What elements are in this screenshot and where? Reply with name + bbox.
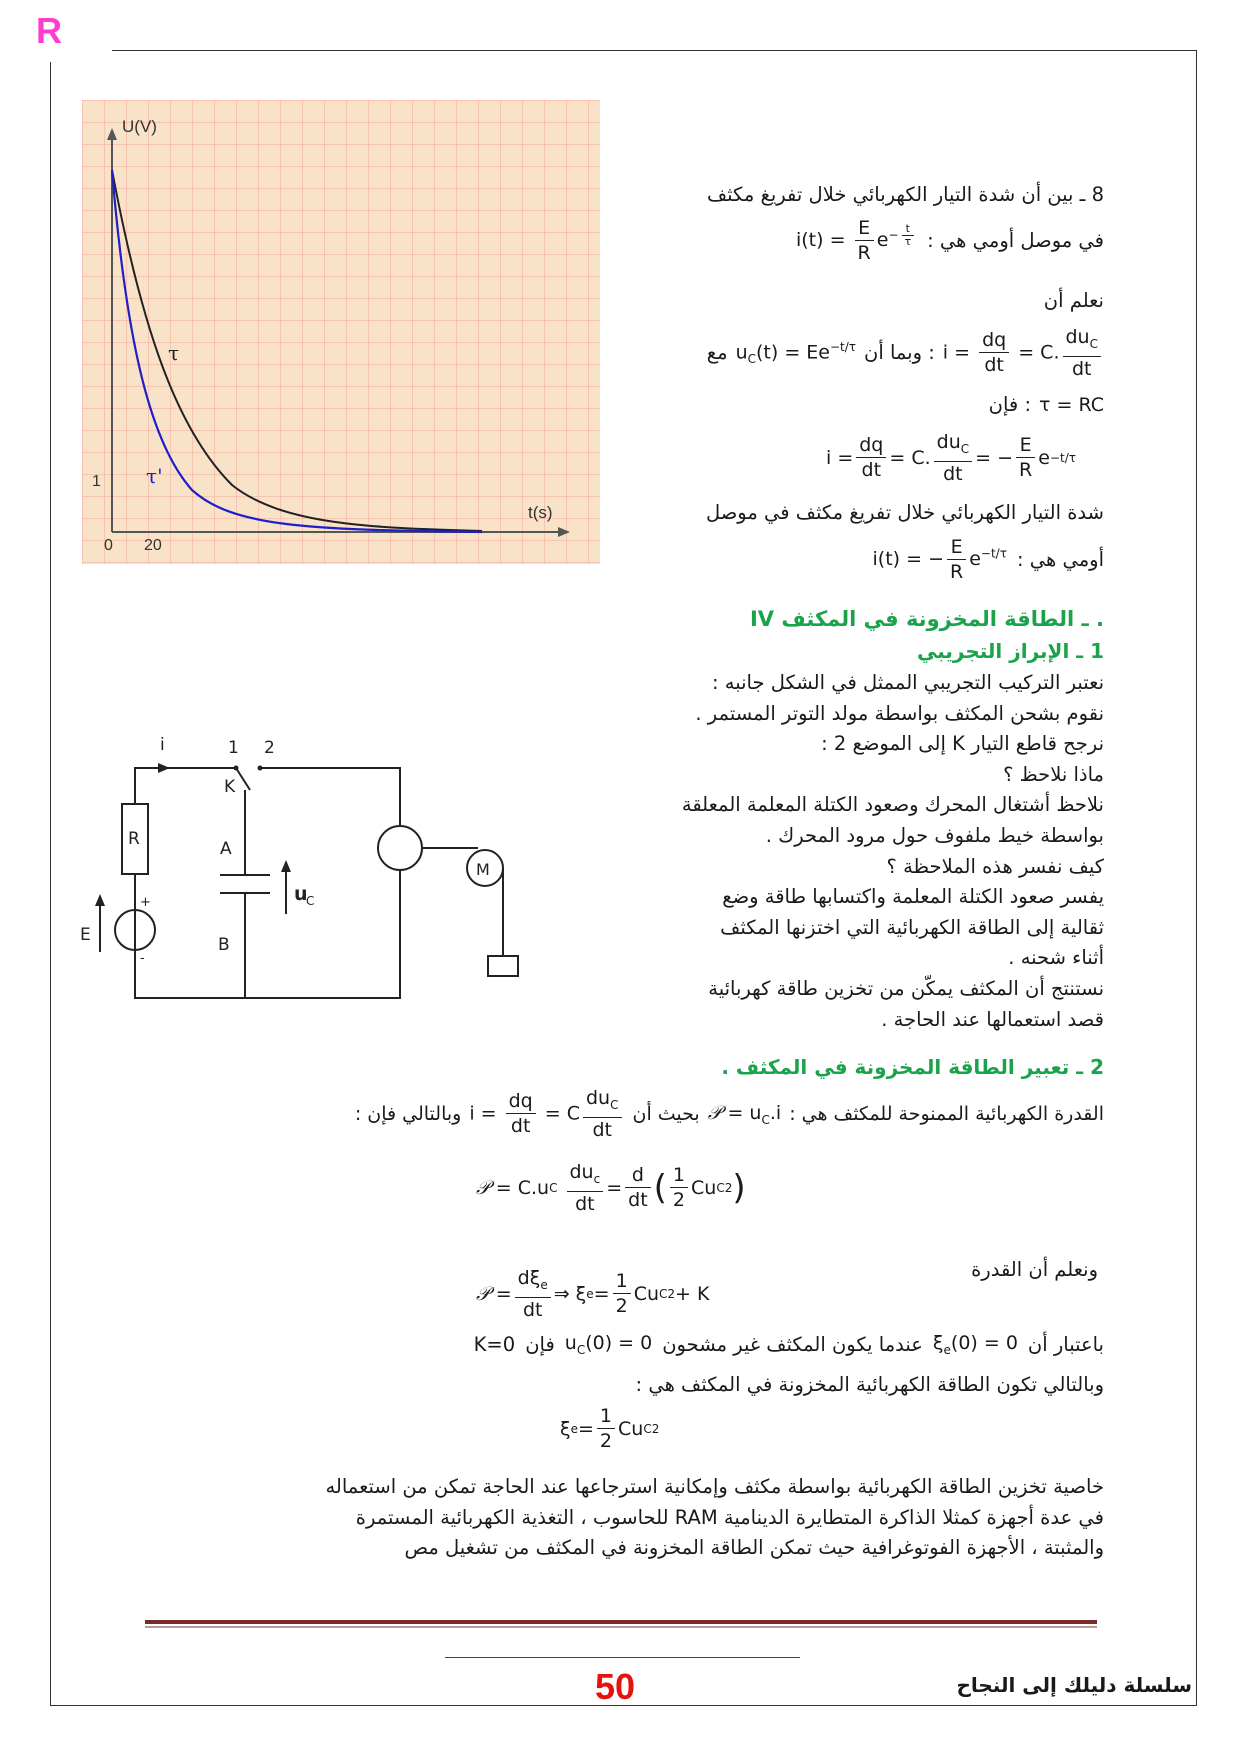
formula-tau-rc: τ = RC — [1039, 394, 1104, 416]
final-line: والمثبتة ، الأجهزة الفوتوغرافية حيث تمكن الطاقة المخزونة في المكثف من تشغيل مص — [404, 1536, 1104, 1560]
final-line: خاصية تخزين الطاقة الكهربائية بواسطة مكثف وإمكانية استرجاعها عند الحاجة تمكن من استعماله — [325, 1475, 1104, 1498]
formula-energy-derivation: 𝒫 = $\frac{d\xi_e}{dt}$ ⇒ ξ e = $\frac{1}{2}$ Cu C 2 + K — [476, 1267, 710, 1321]
current-arrow — [158, 763, 170, 773]
discharge-graph — [82, 100, 600, 564]
q8-line8-text: أومي هي : — [1016, 547, 1104, 571]
y-tick-label: 1 — [92, 473, 101, 490]
current-label: i — [160, 735, 165, 755]
paragraph-line: بواسطة خيط ملفوف حول مرود المحرك . — [765, 823, 1104, 847]
paragraph-line: نلاحظ أشتغال المحرك وصعود الكتلة المعلمة المعلقة — [681, 793, 1104, 817]
e-arrowhead — [95, 894, 105, 906]
paragraph-line: ماذا نلاحظ ؟ — [1003, 762, 1104, 786]
frame-right-line — [1196, 50, 1197, 1705]
formula-i-derivation: i = $\frac{dq}{dt}$ = C. $\frac{du_C}{dt}$ = − $\frac{E}{R}$ e −t/τ — [826, 431, 1076, 485]
experimental-circuit — [80, 730, 580, 1030]
formula-i-discharge-1: i(t) = $\frac{E}{R}$ $e^{- \frac{t}{\tau}}$ — [796, 216, 917, 265]
wire-bottom — [135, 870, 400, 998]
formula-i-c-duc: i = $\frac{dq}{dt}$ = C $\frac{du_C}{dt}$ — [469, 1086, 624, 1142]
plus-label: + — [140, 895, 151, 910]
q8-with: مع — [706, 340, 728, 364]
paragraph-line: يفسر صعود الكتلة المعلمة واكتسابها طاقة وضع — [722, 885, 1104, 909]
footer-separator-thick — [145, 1620, 1097, 1624]
switch-blade — [236, 768, 250, 790]
q8-line2-text: في موصل أومي هي : — [927, 228, 1104, 252]
wire-pos2 — [260, 768, 400, 826]
q8-line7: شدة التيار الكهربائي خلال تفريغ مكثف في موصل — [705, 501, 1104, 524]
section4-sub1: 1 ـ الإبراز التجريبي — [916, 639, 1104, 663]
curve-tau-prime-label: τ' — [146, 464, 163, 488]
paragraph-line: قصد استعمالها عند الحاجة . — [881, 1007, 1104, 1031]
frame-top-line — [112, 50, 1197, 51]
q8-line5 — [989, 390, 1104, 420]
graph-grid — [82, 100, 600, 564]
section4-heading: IV ـ الطاقة المخزونة في المكثف . — [749, 607, 1104, 631]
paragraph-line: نقوم بشحن المكثف بواسطة مولد التوتر المستمر . — [695, 701, 1104, 725]
power-line-b: بحيث أن — [632, 1102, 700, 1125]
q8-since: : وبما أن — [864, 340, 935, 364]
paragraph-line: أثناء شحنه . — [1008, 946, 1104, 970]
generator-label: E — [80, 925, 91, 945]
switch-contact-2 — [258, 766, 263, 771]
motor-pulley — [378, 826, 422, 870]
q8-line2 — [796, 216, 1104, 265]
formula-uc: $u_C(t) = Ee^{-t/\tau}$ — [735, 339, 857, 366]
section4-paragraphs — [584, 668, 1104, 1035]
paragraph-line: نعتبر التركيب التجريبي الممثل في الشكل جانبه : — [712, 671, 1104, 694]
origin-label: 0 — [104, 537, 113, 554]
page-number: 50 — [595, 1666, 636, 1707]
uc-subscript: C — [306, 894, 315, 908]
formula-power-derivative: 𝒫 = C.u C $\frac{du_c}{dt}$ = $\frac{d}{dt}$ ( $\frac{1}{2}$ Cu C 2 ) — [476, 1161, 746, 1215]
q8-line8 — [873, 535, 1104, 584]
point-a-label: A — [220, 839, 232, 859]
switch-contact-1 — [234, 766, 239, 771]
thus-energy: وبالتالي تكون الطاقة الكهربائية المخزونة في المكثف هي : — [635, 1373, 1104, 1396]
switch-pos1-label: 1 — [228, 738, 239, 758]
footer-separator-thin — [145, 1626, 1097, 1628]
we-know-power: ونعلم أن القدرة — [971, 1258, 1098, 1281]
final-line: في عدة أجهزة كمثلا الذاكرة المتطايرة الدينامية RAM للحاسوب ، التغذية الكهربائية المستمرة — [355, 1505, 1104, 1529]
switch-label: K — [224, 777, 236, 797]
q8-line4 — [707, 325, 1104, 381]
section4-sub2: 2 ـ تعبير الطاقة المخزونة في المكثف . — [721, 1055, 1104, 1079]
paragraph-line: نرجح قاطع التيار K إلى الموضع 2 : — [821, 732, 1104, 756]
power-line-a: القدرة الكهربائية الممنوحة للمكثف هي : — [789, 1102, 1104, 1125]
power-line — [355, 1086, 1104, 1142]
considering-b: عندما يكون المكثف غير مشحون — [662, 1332, 923, 1356]
paragraph-line: كيف نفسر هذه الملاحظة ؟ — [886, 854, 1104, 878]
resistor-label: R — [128, 829, 140, 849]
formula-stored-energy: ξ e = $\frac{1}{2}$ Cu C 2 — [560, 1405, 660, 1452]
paragraph-line: ثقالية إلى الطاقة الكهربائية التي اختزنها المكثف — [720, 915, 1104, 939]
wire-top-left — [135, 768, 235, 778]
formula-i-dq-dt: i = $\frac{dq}{dt}$ = C. $\frac{du_C}{dt}$ — [943, 325, 1104, 381]
x-tick-label: 20 — [144, 537, 162, 554]
uc-arrowhead — [281, 860, 291, 872]
q8-then: : فإن — [988, 393, 1032, 416]
logo: R — [36, 10, 62, 51]
minus-label: - — [140, 951, 145, 966]
considering-line — [474, 1332, 1104, 1357]
formula-i-discharge-2: i(t) = − $\frac{E}{R}$ $e^{-t/\tau}$ — [872, 536, 1007, 583]
uc-label: u — [294, 883, 308, 905]
formula-uc0: $u_C(0) = 0$ — [564, 1332, 653, 1357]
q8-line3: نعلم أن — [1043, 289, 1104, 312]
considering-a: باعتبار أن — [1027, 1332, 1104, 1356]
frame-left-line — [50, 62, 51, 1705]
final-paragraph — [204, 1472, 1104, 1564]
considering-c: فإن — [525, 1332, 555, 1356]
motor-label: M — [476, 860, 490, 879]
formula-xi0: $\xi_e(0) = 0$ — [932, 1332, 1018, 1357]
q8-line1: 8 ـ بين أن شدة التيار الكهربائي خلال تفريغ مكثف — [706, 183, 1104, 206]
y-axis-label: U(V) — [122, 117, 157, 136]
series-title: سلسلة دليلك إلى النجاح — [956, 1673, 1192, 1697]
switch-pos2-label: 2 — [264, 738, 275, 758]
curve-tau-label: τ — [168, 341, 180, 365]
point-b-label: B — [218, 935, 230, 955]
formula-power: 𝒫 = $u_C.i$ — [707, 1101, 782, 1127]
considering-k: K=0 — [473, 1332, 516, 1356]
paragraph-line: نستنتج أن المكثف يمكّن من تخزين طاقة كهربائية — [708, 976, 1104, 1000]
footer-blue-line — [445, 1657, 800, 1658]
power-line-c: وبالتالي فإن : — [354, 1102, 462, 1125]
hanging-mass — [488, 956, 518, 976]
x-axis-label: t(s) — [528, 503, 553, 522]
